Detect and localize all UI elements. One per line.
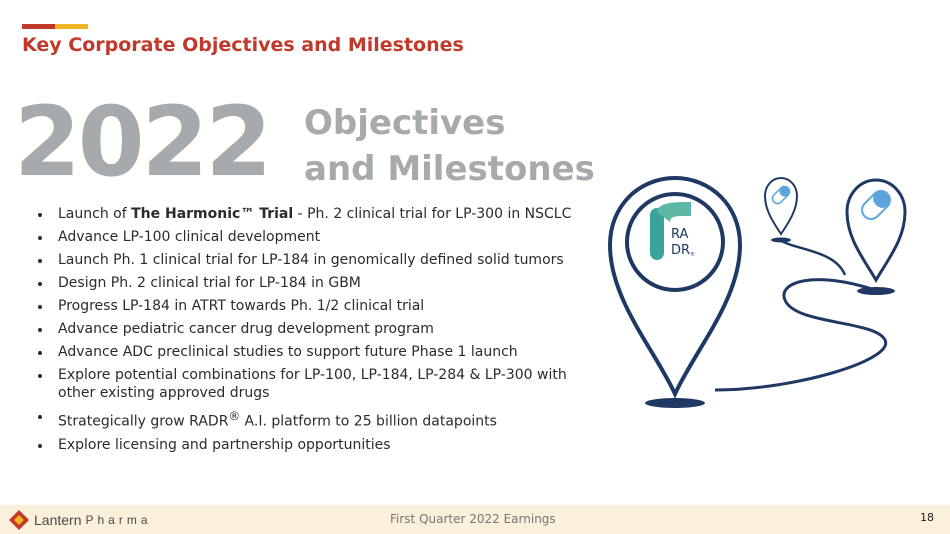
list-item: Progress LP-184 in ATRT towards Ph. 1/2 clinical trial (36, 297, 596, 315)
pill-capsule-icon (847, 180, 905, 295)
small-map-pin-icon (765, 178, 797, 243)
title-accent-bars (22, 24, 88, 29)
roadmap-path (715, 280, 886, 390)
radr-logo (650, 202, 695, 260)
radr-logo-mark: ® (690, 252, 695, 258)
radr-logo-line-1: RA (671, 227, 689, 242)
hero-line-2: and Milestones (304, 149, 595, 189)
accent-bar-yellow (55, 24, 88, 29)
objectives-list (36, 205, 596, 459)
footer-caption: First Quarter 2022 Earnings (390, 512, 556, 526)
lantern-diamond-icon (8, 509, 30, 531)
list-item: Explore licensing and partnership opportunities (36, 436, 596, 454)
accent-bar-red (22, 24, 55, 29)
logo-word-pharma: Pharma (85, 513, 152, 527)
list-item: Strategically grow RADR® A.I. platform to 25 billion datapoints (36, 407, 596, 431)
list-item: Design Ph. 2 clinical trial for LP-184 in GBM (36, 274, 596, 292)
footer (0, 505, 950, 534)
hero-heading (304, 100, 595, 192)
logo-word-lantern: Lantern (34, 512, 82, 528)
roadmap-path-branch (780, 240, 845, 275)
hero-line-1: Objectives (304, 103, 506, 143)
hero-year: 2022 (14, 86, 270, 198)
page-title: Key Corporate Objectives and Milestones (22, 34, 464, 56)
list-item: Advance LP-100 clinical development (36, 228, 596, 246)
list-item: Explore potential combinations for LP-100, LP-184, LP-284 & LP-300 with other existing approved drugs (36, 366, 596, 402)
list-item: Advance pediatric cancer drug development program (36, 320, 596, 338)
page-number: 18 (920, 511, 934, 524)
list-item: Advance ADC preclinical studies to support future Phase 1 launch (36, 343, 596, 361)
radr-logo-line-2: DR (671, 243, 691, 258)
list-item: Launch of The Harmonic™ Trial - Ph. 2 clinical trial for LP-300 in NSCLC (36, 205, 596, 223)
lantern-pharma-logo (8, 509, 152, 531)
roadmap-graphic (595, 150, 950, 420)
list-item: Launch Ph. 1 clinical trial for LP-184 in genomically defined solid tumors (36, 251, 596, 269)
